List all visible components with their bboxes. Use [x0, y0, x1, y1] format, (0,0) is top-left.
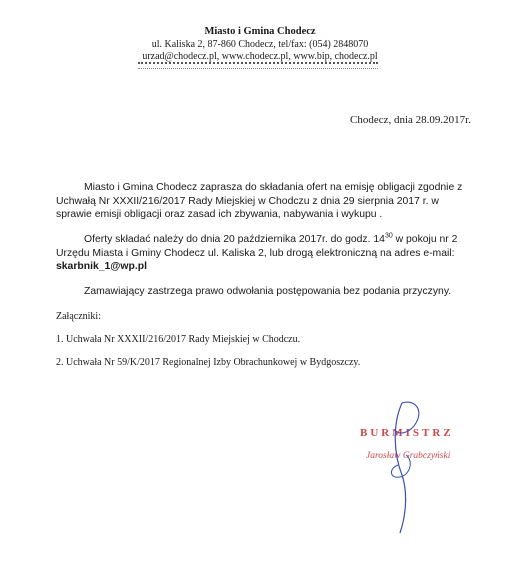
document-date: Chodecz, dnia 28.09.2017r.: [350, 114, 471, 126]
paragraph-offers: [56, 233, 466, 274]
offers-text-after: w pokoju nr 2 Urzędu Miasta i Gminy Chodecz ul. Kaliska 2, lub drogą elektroniczną na adres e-mail:: [56, 234, 458, 259]
handwritten-signature: [380, 395, 440, 535]
offers-time-superscript: 30: [384, 232, 393, 240]
attachments-label: Załączniki:: [56, 311, 101, 322]
letterhead-address: ul. Kaliska 2, 87-860 Chodecz, tel/fax: (054) 2848070: [151, 38, 369, 50]
contact-email: skarbnik_1@wp.pl: [56, 261, 147, 272]
attachment-item: 2. Uchwała Nr 59/K/2017 Regionalnej Izby Obrachunkowej w Bydgoszczy.: [56, 357, 361, 368]
letterhead: [110, 26, 410, 64]
letterhead-divider: [138, 62, 378, 69]
offers-text-before: Oferty składać należy do dnia 20 października 2017r. do godz. 14: [84, 234, 385, 245]
paragraph-reservation: Zamawiający zastrzega prawo odwołania postępowania bez podania przyczyny.: [84, 286, 452, 297]
attachment-item: 1. Uchwała Nr XXXII/216/2017 Rady Miejskiej w Chodczu.: [56, 334, 301, 345]
letterhead-name: Miasto i Gmina Chodecz: [204, 26, 316, 37]
stamp-name: Jarosław Grabczyński: [366, 451, 451, 461]
stamp-title: BURMISTRZ: [360, 427, 454, 439]
paragraph-invitation: Miasto i Gmina Chodecz zaprasza do składania ofert na emisję obligacji zgodnie z Uchwałą Nr XXXII/216/2017 Rady Miejskiej w Chodczu z dnia 29 sierpnia 2017 r. w sprawie emisji obligacji oraz zasad ich zbywania, nabywania i wykupu .: [56, 182, 463, 220]
attachments-section: [56, 310, 476, 379]
letterhead-contacts: urzad@chodecz.pl, www.chodecz.pl, www.bip, chodecz.pl: [142, 51, 378, 62]
